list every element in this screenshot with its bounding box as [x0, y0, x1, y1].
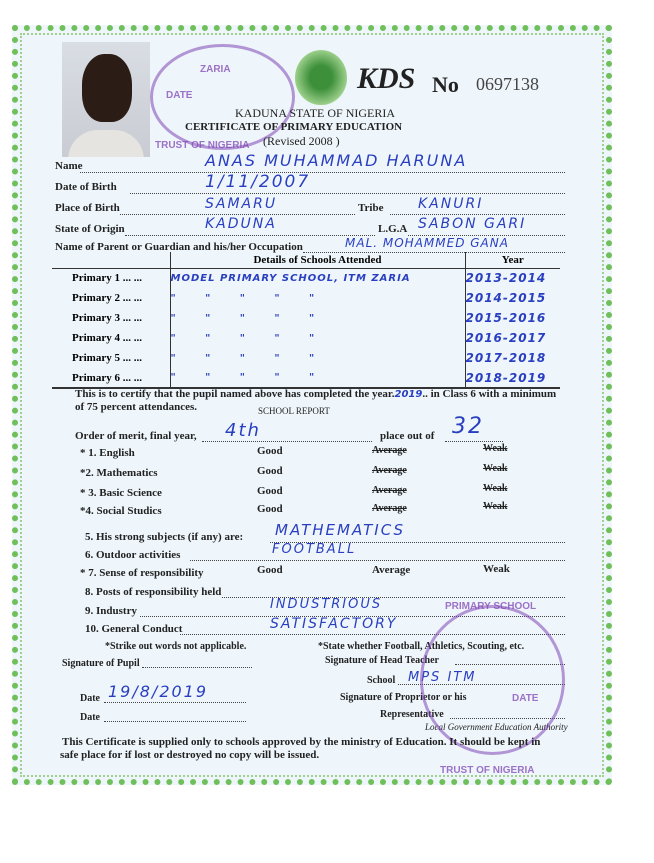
schools-table [52, 252, 560, 389]
strong-label: 5. His strong subjects (if any) are: [85, 531, 244, 543]
level: Primary 4 [72, 332, 120, 344]
date2-label: Date [80, 712, 100, 723]
pupil-photo [62, 42, 150, 157]
name-label: Name [55, 160, 83, 172]
year: 2018-2019 [465, 368, 560, 388]
school-report-title: SCHOOL REPORT [258, 406, 330, 416]
industry-value: INDUSTRIOUS [270, 597, 383, 612]
year: 2014-2015 [465, 288, 560, 308]
level: Primary 3 [72, 312, 120, 324]
pupil-name: ANAS MUHAMMAD HARUNA [205, 151, 468, 170]
level: Primary 2 [72, 292, 120, 304]
industry-label: 9. Industry [85, 605, 137, 617]
certificate-title: CERTIFICATE OF PRIMARY EDUCATION [185, 121, 403, 133]
table-row: Primary 1 ... ... MODEL PRIMARY SCHOOL, ITM ZARIA 2013-2014 [52, 268, 560, 288]
dob-label: Date of Birth [55, 181, 117, 193]
pupil-signature-label: Signature of Pupil [62, 658, 140, 669]
table-row: Primary 2 ... ... " " " " " 2014-2015 [52, 288, 560, 308]
completion-year: 2019 [394, 389, 423, 400]
parent-value: MAL. MOHAMMED GANA [345, 236, 509, 250]
school-stamp-bottom [420, 605, 565, 755]
lga-value: SABON GARI [418, 216, 527, 232]
stamp-text: DATE [166, 90, 193, 101]
stamp-text: ZARIA [200, 64, 231, 75]
table-row: Primary 5 ... ... " " " " " 2017-2018 [52, 348, 560, 368]
year: 2016-2017 [465, 328, 560, 348]
number-label: No [432, 72, 459, 97]
dob-value: 1/11/2007 [205, 172, 311, 192]
school-label: School [367, 675, 396, 686]
revised-label: (Revised 2008 ) [263, 134, 340, 148]
representative-label: Representative [380, 709, 444, 720]
lga-label: L.G.A [378, 223, 408, 235]
sense-weak: Weak [483, 563, 510, 575]
school: MODEL PRIMARY SCHOOL, ITM ZARIA [170, 268, 465, 288]
certify-text-2: of 75 percent attendances. [75, 401, 197, 413]
coat-of-arms-icon [295, 50, 347, 105]
school: " " " " " [170, 368, 465, 388]
lgea-label: Local Government Education Authority [425, 722, 568, 732]
outdoor-value: FOOTBALL [272, 542, 357, 557]
sense-average: Average [372, 564, 411, 576]
sense-good: Good [257, 564, 283, 576]
merit-label: Order of merit, final year, [75, 430, 197, 442]
school: " " " " " [170, 308, 465, 328]
stamp-text: DATE [512, 693, 539, 704]
merit-value: 4th [225, 420, 261, 441]
tribe-label: Tribe [358, 202, 384, 214]
origin-value: KADUNA [205, 216, 277, 232]
conduct-value: SATISFACTORY [270, 616, 398, 632]
proprietor-signature-label: Signature of Proprietor or his [340, 692, 467, 703]
level: Primary 6 [72, 371, 120, 384]
table-row: Primary 3 ... ... " " " " " 2015-2016 [52, 308, 560, 328]
head-signature-label: Signature of Head Teacher [325, 655, 439, 666]
serial-number: 0697138 [476, 74, 539, 94]
state-note: *State whether Football, Athletics, Scouting, etc. [318, 641, 525, 652]
stamp-text: TRUST OF NIGERIA [440, 765, 535, 776]
stamp-text: PRIMARY SCHOOL [445, 601, 537, 612]
level: Primary 5 [72, 352, 120, 364]
kds-series: KDS [357, 62, 416, 95]
state-title: KADUNA STATE OF NIGERIA [235, 106, 396, 120]
school-value: MPS ITM [408, 670, 477, 685]
date-value: 19/8/2019 [108, 682, 209, 701]
col-details-header: Details of Schools Attended [170, 252, 465, 268]
out-of-value: 32 [452, 414, 484, 439]
table-row: Primary 6 ... ... " " " " " 2018-2019 [52, 368, 560, 388]
date-label: Date [80, 693, 100, 704]
pob-label: Place of Birth [55, 202, 120, 214]
level: Primary 1 [72, 272, 120, 285]
posts-label: 8. Posts of responsibility held [85, 586, 222, 598]
school: " " " " " [170, 348, 465, 368]
stamp-text: TRUST OF NIGERIA [155, 140, 250, 151]
sense-label: * 7. Sense of responsibility [80, 567, 204, 579]
year: 2017-2018 [465, 348, 560, 368]
col-year-header: Year [465, 252, 560, 268]
footer-line-2: safe place for if lost or destroyed no copy will be issued. [60, 749, 320, 761]
conduct-label: 10. General Conduct [85, 623, 183, 635]
strong-value: MATHEMATICS [275, 521, 406, 539]
strike-note: *Strike out words not applicable. [105, 641, 247, 652]
school: " " " " " [170, 288, 465, 308]
origin-label: State of Origin [55, 223, 125, 235]
school: " " " " " [170, 328, 465, 348]
tribe-value: KANURI [418, 196, 484, 212]
year: 2013-2014 [465, 268, 560, 288]
table-row: Primary 4 ... ... " " " " " 2016-2017 [52, 328, 560, 348]
out-of-label: place out of [380, 430, 435, 442]
year: 2015-2016 [465, 308, 560, 328]
certify-text: This is to certify that the pupil named above has completed the year.2019.. in Class 6 with a minimum [75, 388, 557, 400]
outdoor-label: 6. Outdoor activities [85, 549, 181, 561]
parent-label: Name of Parent or Guardian and his/her Occupation [55, 241, 303, 253]
pob-value: SAMARU [205, 196, 278, 212]
footer-line-1: This Certificate is supplied only to schools approved by the ministry of Education. It should be kept in [62, 736, 541, 748]
